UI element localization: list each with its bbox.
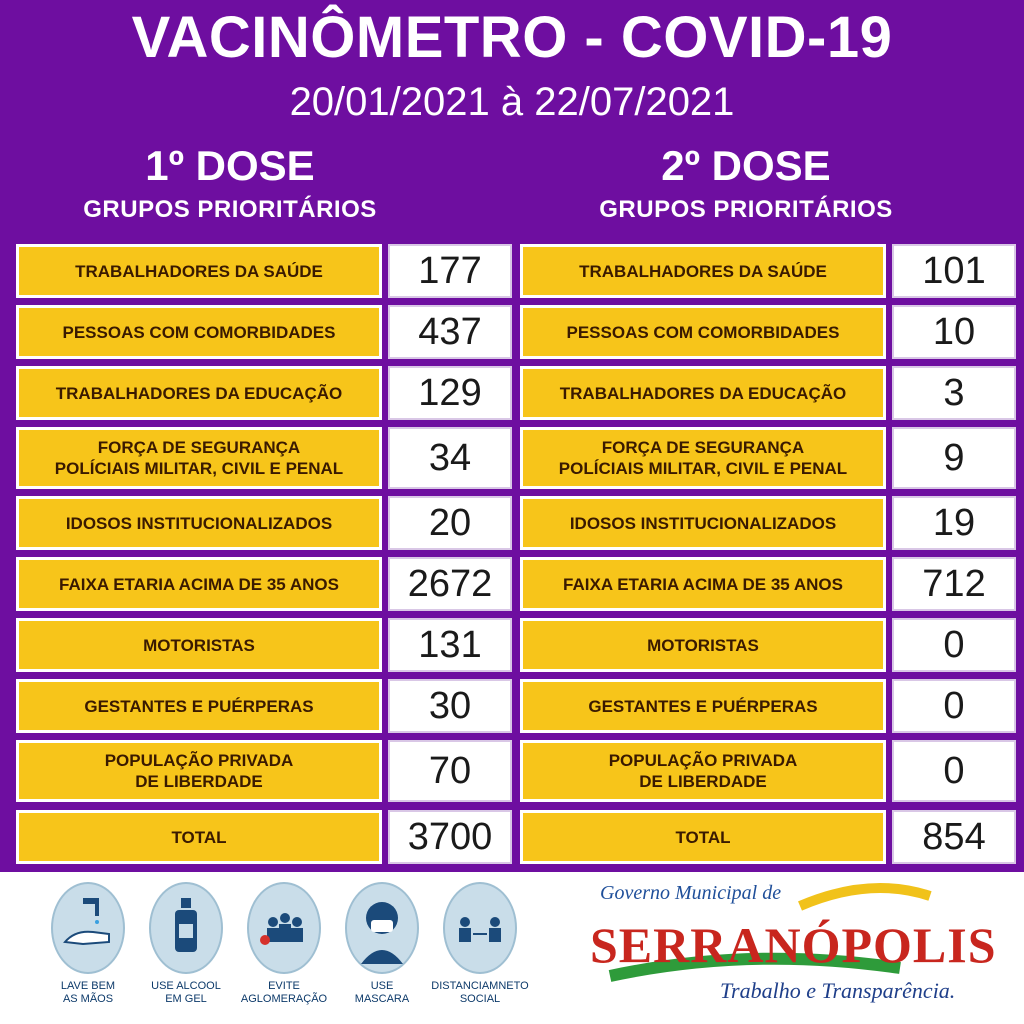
row-value: 712 bbox=[892, 557, 1016, 611]
row-value: 131 bbox=[388, 618, 512, 672]
dose1-subtitle: GRUPOS PRIORITÁRIOS bbox=[83, 196, 377, 223]
caption-line2: MASCARA bbox=[354, 993, 410, 1005]
row-value: 177 bbox=[388, 244, 512, 298]
logo-top-text: Governo Municipal de bbox=[600, 882, 782, 904]
dose2-label: 2º DOSE bbox=[661, 142, 831, 189]
logo-slogan: Trabalho e Transparência. bbox=[720, 978, 956, 1003]
dose1-header bbox=[0, 142, 460, 224]
row-label bbox=[520, 740, 886, 802]
row-label-line1: FORÇA DE SEGURANÇA bbox=[601, 438, 805, 457]
prevention-item bbox=[332, 876, 432, 1020]
row-label bbox=[16, 740, 382, 802]
row-label: PESSOAS COM COMORBIDADES bbox=[520, 305, 886, 359]
row-label-line2: DE LIBERDADE bbox=[639, 772, 767, 791]
row-label: MOTORISTAS bbox=[16, 618, 382, 672]
caption-line2: SOCIAL bbox=[459, 993, 501, 1005]
dose2-header bbox=[516, 142, 976, 224]
row-label-line1: POPULAÇÃO PRIVADA bbox=[608, 751, 798, 770]
row-value: 2672 bbox=[388, 557, 512, 611]
row-value: 0 bbox=[892, 618, 1016, 672]
row-value: 70 bbox=[388, 740, 512, 802]
row-value: 0 bbox=[892, 679, 1016, 733]
row-label-line2: POLÍCIAIS MILITAR, CIVIL E PENAL bbox=[558, 459, 848, 478]
row-label bbox=[16, 427, 382, 489]
row-value: 9 bbox=[892, 427, 1016, 489]
date-range: 20/01/2021 à 22/07/2021 bbox=[289, 80, 735, 124]
caption-line2: AS MÃOS bbox=[62, 993, 114, 1005]
crowd-avoid-icon bbox=[247, 882, 321, 974]
prevention-item bbox=[38, 876, 138, 1020]
poster-title: VACINÔMETRO - COVID-19 bbox=[131, 5, 893, 70]
row-label: PESSOAS COM COMORBIDADES bbox=[16, 305, 382, 359]
row-value: 30 bbox=[388, 679, 512, 733]
row-value: 3700 bbox=[388, 810, 512, 864]
caption-line1: DISTANCIAMNETO bbox=[431, 980, 529, 992]
row-label: TOTAL bbox=[520, 810, 886, 864]
row-label-line2: DE LIBERDADE bbox=[135, 772, 263, 791]
distancing-icon bbox=[443, 882, 517, 974]
face-mask-icon bbox=[345, 882, 419, 974]
row-label: TRABALHADORES DA EDUCAÇÃO bbox=[16, 366, 382, 420]
row-label bbox=[520, 427, 886, 489]
row-label: TOTAL bbox=[16, 810, 382, 864]
row-value: 3 bbox=[892, 366, 1016, 420]
caption-line2: AGLOMERAÇÃO bbox=[240, 993, 328, 1005]
alcohol-gel-icon bbox=[149, 882, 223, 974]
logo-name: SERRANÓPOLIS bbox=[590, 917, 997, 973]
row-value: 34 bbox=[388, 427, 512, 489]
caption-line1: EVITE bbox=[268, 980, 300, 992]
row-value: 10 bbox=[892, 305, 1016, 359]
row-label: FAIXA ETARIA ACIMA DE 35 ANOS bbox=[16, 557, 382, 611]
row-value: 19 bbox=[892, 496, 1016, 550]
row-label: GESTANTES E PUÉRPERAS bbox=[16, 679, 382, 733]
dose2-subtitle: GRUPOS PRIORITÁRIOS bbox=[599, 196, 893, 223]
row-label: IDOSOS INSTITUCIONALIZADOS bbox=[520, 496, 886, 550]
row-label: TRABALHADORES DA EDUCAÇÃO bbox=[520, 366, 886, 420]
caption-line1: USE ALCOOL bbox=[151, 980, 221, 992]
row-label: TRABALHADORES DA SAÚDE bbox=[16, 244, 382, 298]
row-value: 854 bbox=[892, 810, 1016, 864]
row-value: 101 bbox=[892, 244, 1016, 298]
row-label: GESTANTES E PUÉRPERAS bbox=[520, 679, 886, 733]
row-value: 0 bbox=[892, 740, 1016, 802]
row-label: IDOSOS INSTITUCIONALIZADOS bbox=[16, 496, 382, 550]
row-value: 437 bbox=[388, 305, 512, 359]
hand-wash-icon bbox=[51, 882, 125, 974]
municipal-logo bbox=[570, 876, 997, 1016]
caption-line1: USE bbox=[370, 980, 394, 992]
row-label-line2: POLÍCIAIS MILITAR, CIVIL E PENAL bbox=[54, 459, 344, 478]
row-label-line1: FORÇA DE SEGURANÇA bbox=[97, 438, 301, 457]
dose1-label: 1º DOSE bbox=[145, 142, 315, 189]
prevention-icons bbox=[38, 876, 538, 1020]
prevention-item bbox=[430, 876, 530, 1020]
prevention-item bbox=[234, 876, 334, 1020]
row-label: MOTORISTAS bbox=[520, 618, 886, 672]
row-label-line1: POPULAÇÃO PRIVADA bbox=[104, 751, 294, 770]
row-label: TRABALHADORES DA SAÚDE bbox=[520, 244, 886, 298]
row-label: FAIXA ETARIA ACIMA DE 35 ANOS bbox=[520, 557, 886, 611]
row-value: 20 bbox=[388, 496, 512, 550]
caption-line1: LAVE BEM bbox=[60, 980, 116, 992]
row-value: 129 bbox=[388, 366, 512, 420]
prevention-item bbox=[136, 876, 236, 1020]
caption-line2: EM GEL bbox=[165, 993, 207, 1005]
